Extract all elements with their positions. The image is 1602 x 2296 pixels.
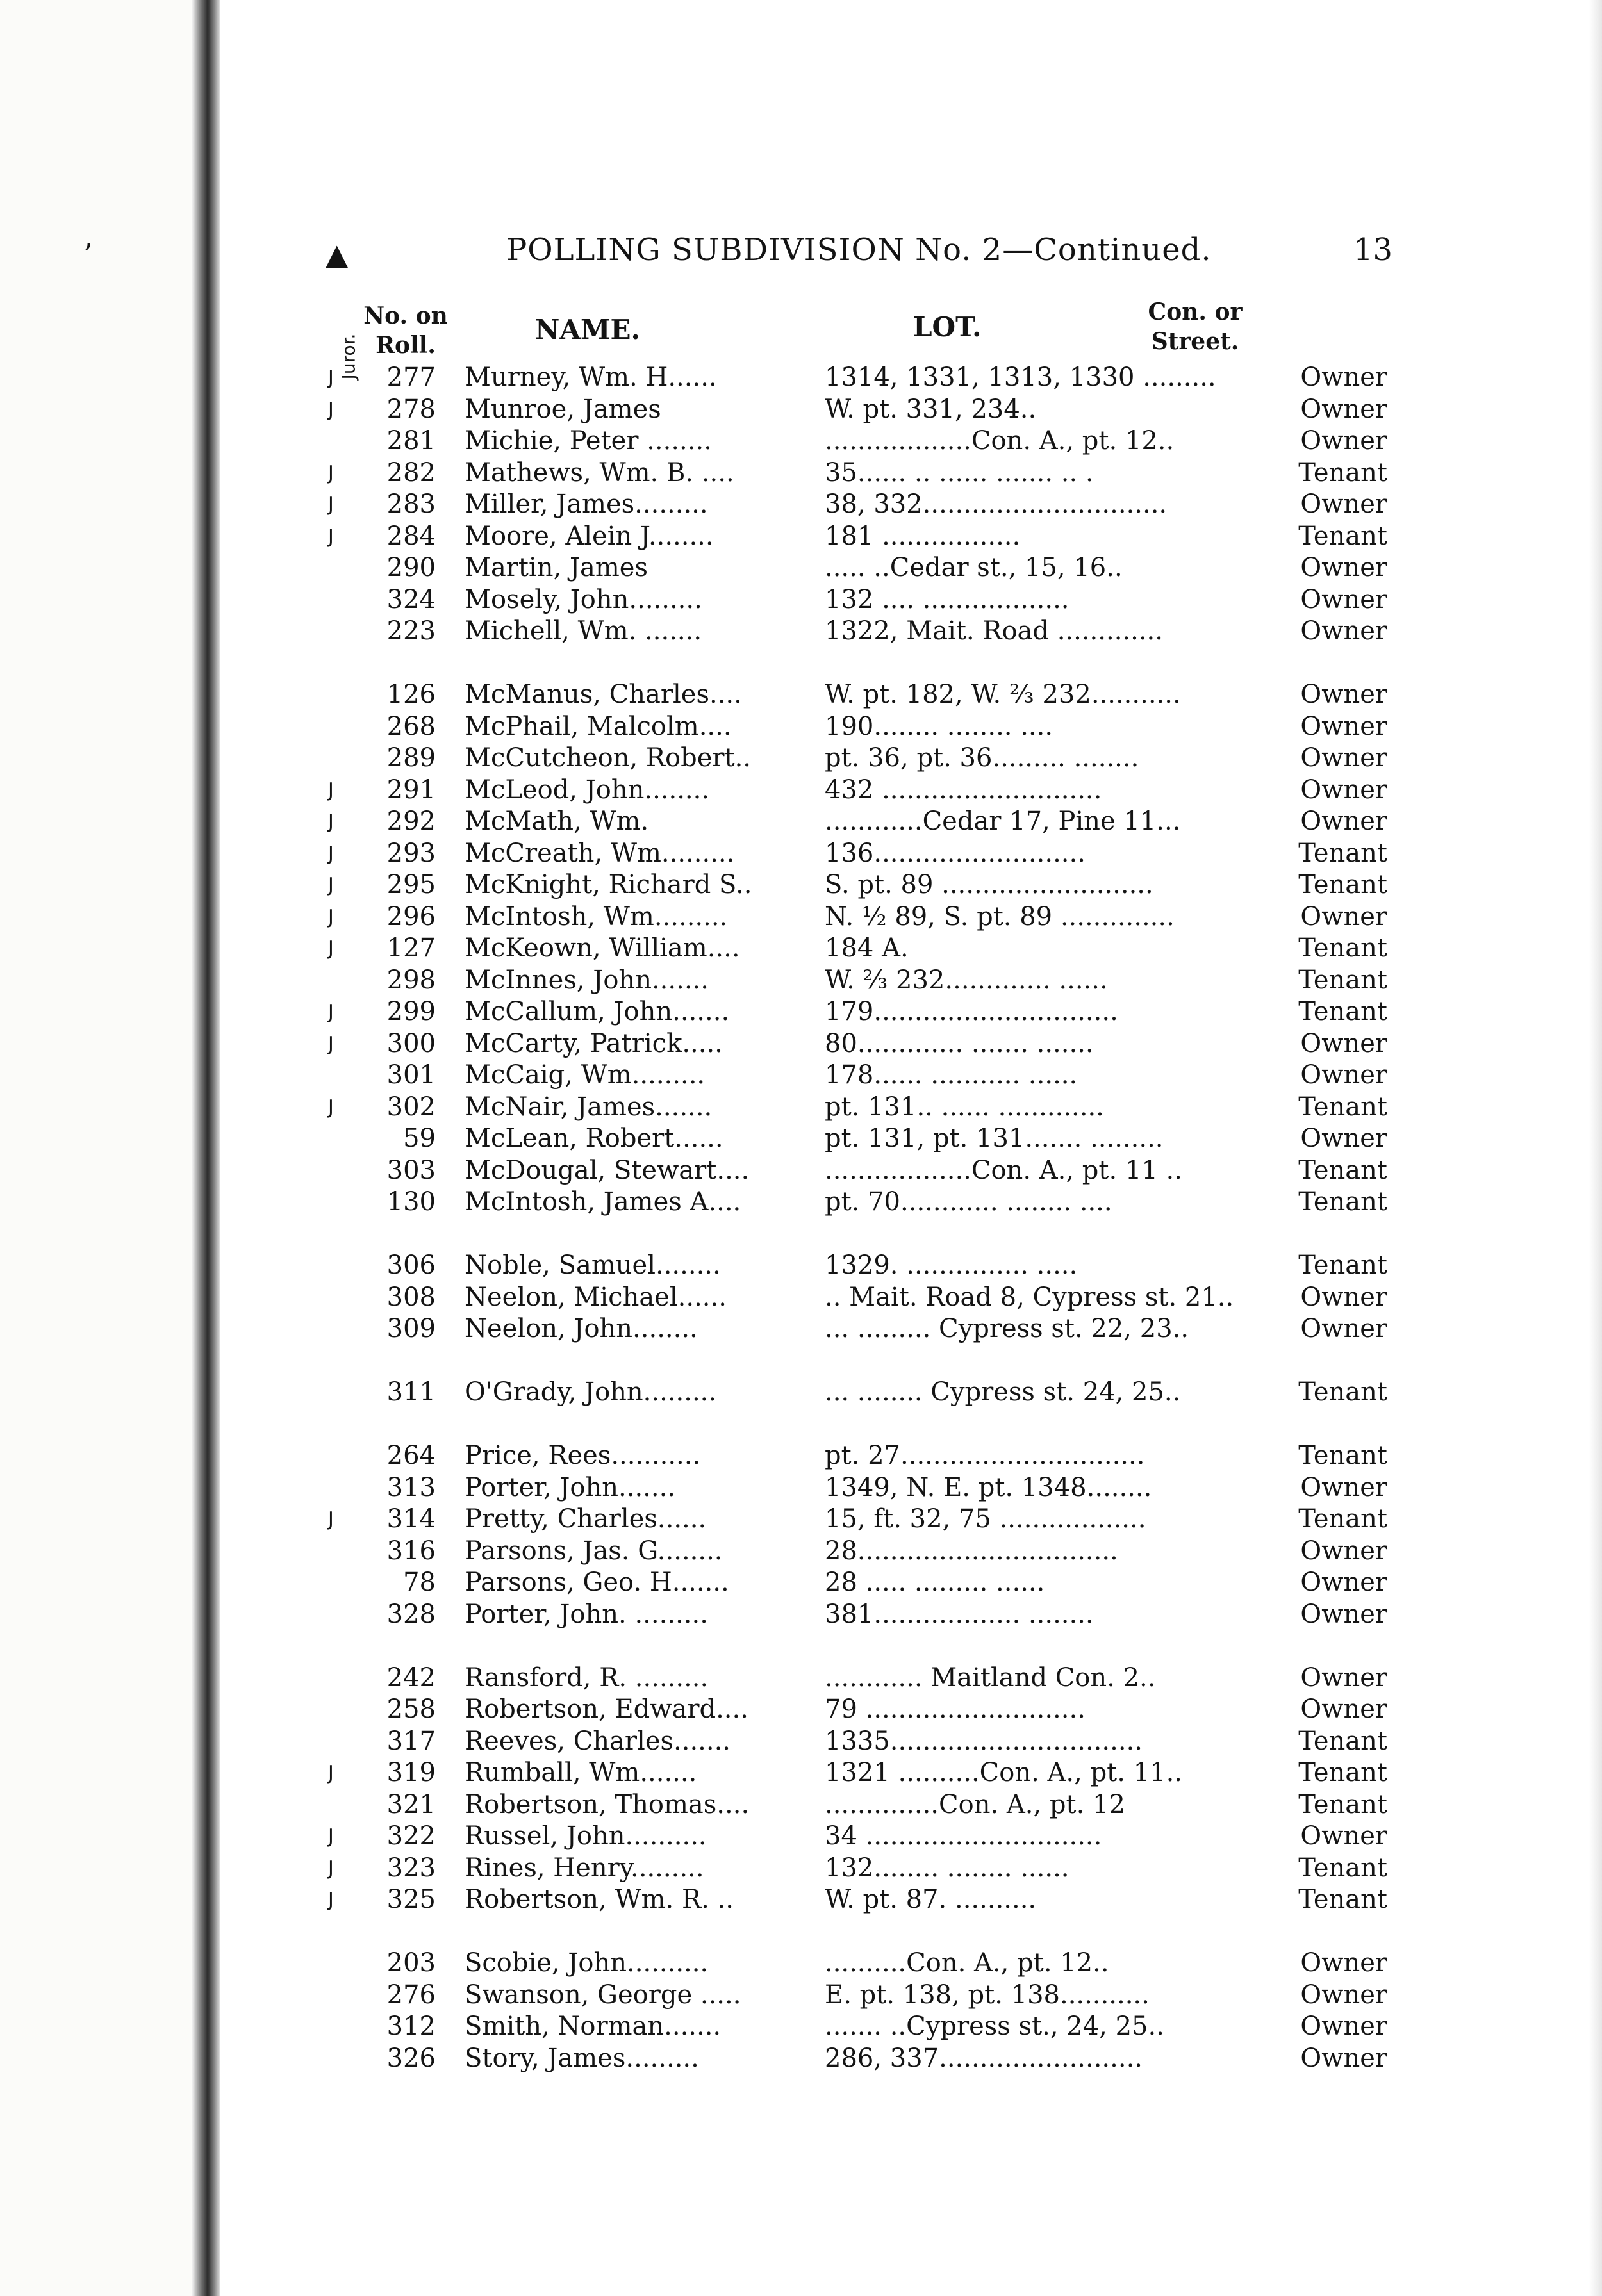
roll-entry	[0, 901, 1602, 933]
roll-entry	[0, 1504, 1602, 1536]
roll-entry	[0, 996, 1602, 1028]
juror-mark: J	[328, 1001, 334, 1023]
lot-description: N. ½ 89, S. pt. 89 ..............	[825, 901, 1175, 931]
lot-description: W. pt. 331, 234..	[825, 394, 1037, 424]
roll-number: 126	[386, 680, 436, 709]
roll-number: 127	[386, 933, 436, 963]
roll-number: 283	[386, 489, 436, 519]
header-arrow-icon: ▲	[326, 237, 349, 272]
tenure-status: Owner	[1300, 1948, 1387, 1978]
roll-entry	[0, 2011, 1602, 2043]
roll-entry	[0, 806, 1602, 838]
lot-description: 132 .... ..................	[825, 584, 1069, 614]
roll-entry	[0, 679, 1602, 711]
roll-entry	[0, 1028, 1602, 1060]
roll-entry	[0, 394, 1602, 426]
group-spacer	[0, 648, 1602, 680]
lot-description: 432 ...........................	[825, 775, 1102, 805]
juror-mark: J	[328, 493, 334, 516]
roll-entry	[0, 1662, 1602, 1694]
lot-description: 178...... ........... ......	[825, 1060, 1078, 1090]
roll-entry	[0, 1789, 1602, 1821]
voter-name: Miller, James.........	[465, 489, 708, 519]
roll-number: 299	[386, 997, 436, 1026]
roll-number: 325	[386, 1885, 436, 1914]
juror-mark: J	[328, 525, 334, 548]
tenure-status: Owner	[1300, 680, 1387, 709]
roll-number: 313	[386, 1472, 436, 1502]
roll-number: 314	[386, 1504, 436, 1534]
roll-number: 328	[386, 1599, 436, 1629]
tenure-status: Owner	[1300, 807, 1387, 836]
lot-description: 1322, Mait. Road .............	[825, 616, 1163, 646]
voter-name: McMath, Wm.	[465, 807, 649, 836]
lot-description: 179..............................	[825, 997, 1118, 1026]
lot-description: 1321 ..........Con. A., pt. 11..	[825, 1758, 1183, 1787]
roll-number: 277	[386, 363, 436, 392]
roll-entry	[0, 1377, 1602, 1409]
roll-entry	[0, 1536, 1602, 1568]
lot-description: W. pt. 182, W. ⅔ 232...........	[825, 680, 1181, 709]
roll-number: 306	[386, 1250, 436, 1280]
roll-number: 291	[386, 775, 436, 805]
voter-name: McLean, Robert......	[465, 1124, 723, 1153]
roll-entry	[0, 362, 1602, 394]
con-street-column-header	[1131, 297, 1259, 356]
roll-entry	[0, 521, 1602, 553]
voter-name: Neelon, John........	[465, 1314, 698, 1343]
roll-number: 278	[386, 394, 436, 424]
voter-name: Murney, Wm. H......	[465, 363, 717, 392]
roll-entry	[0, 742, 1602, 775]
lot-description: 132........ ........ ......	[825, 1853, 1069, 1883]
tenure-status: Tenant	[1298, 1726, 1387, 1756]
group-spacer	[0, 1916, 1602, 1948]
roll-entry	[0, 1821, 1602, 1853]
tenure-status: Tenant	[1298, 1504, 1387, 1534]
lot-description: 28 ..... ......... ......	[825, 1568, 1045, 1597]
roll-entry	[0, 711, 1602, 743]
roll-number: 293	[386, 838, 436, 868]
roll-header-line2: Roll.	[376, 332, 436, 359]
roll-number: 322	[386, 1821, 436, 1851]
tenure-status: Owner	[1300, 1662, 1387, 1693]
roll-number: 324	[386, 584, 436, 614]
roll-entry	[0, 1060, 1602, 1092]
roll-number: 242	[386, 1662, 436, 1693]
lot-description: 80............. ....... .......	[825, 1028, 1094, 1058]
lot-description: E. pt. 138, pt. 138...........	[825, 1980, 1150, 2010]
lot-description: 28................................	[825, 1536, 1118, 1566]
roll-number: 311	[386, 1377, 436, 1407]
voter-name: Smith, Norman.......	[465, 2012, 722, 2041]
roll-entry	[0, 933, 1602, 965]
juror-mark: J	[328, 778, 334, 801]
juror-mark: J	[328, 1889, 334, 1911]
voter-name: McIntosh, James A....	[465, 1187, 741, 1217]
roll-number: 264	[386, 1441, 436, 1470]
voter-name: Michell, Wm. .......	[465, 616, 702, 646]
roll-number: 321	[386, 1789, 436, 1819]
lot-description: 15, ft. 32, 75 ..................	[825, 1504, 1146, 1534]
group-spacer	[0, 1345, 1602, 1377]
roll-number: 284	[386, 521, 436, 551]
tenure-status: Tenant	[1298, 1187, 1387, 1217]
roll-number: 258	[386, 1694, 436, 1724]
lot-description: ............ Maitland Con. 2..	[825, 1662, 1156, 1693]
roll-number: 289	[386, 743, 436, 773]
juror-mark: J	[328, 937, 334, 960]
lot-description: ..................Con. A., pt. 12..	[825, 426, 1175, 455]
voter-name: Porter, John. .........	[465, 1599, 708, 1629]
tenure-status: Tenant	[1298, 1155, 1387, 1185]
voter-name: McCarty, Patrick.....	[465, 1028, 723, 1058]
lot-description: 1349, N. E. pt. 1348........	[825, 1472, 1152, 1502]
roll-number: 319	[386, 1758, 436, 1787]
voter-name: Rines, Henry.........	[465, 1853, 704, 1883]
voter-name: Neelon, Michael......	[465, 1282, 727, 1312]
page-title: POLLING SUBDIVISION No. 2—Continued.	[506, 232, 1212, 268]
tenure-status: Tenant	[1298, 1885, 1387, 1914]
voter-name: Reeves, Charles.......	[465, 1726, 731, 1756]
juror-mark: J	[328, 398, 334, 421]
roll-entry	[0, 1948, 1602, 1980]
roll-entry	[0, 1567, 1602, 1599]
roll-number: 308	[386, 1282, 436, 1312]
voter-name: Munroe, James	[465, 394, 661, 424]
tenure-status: Owner	[1300, 1821, 1387, 1851]
roll-entry	[0, 457, 1602, 489]
voter-name: McCaig, Wm.........	[465, 1060, 706, 1090]
juror-mark: J	[328, 1095, 334, 1119]
voter-name: Moore, Alein J........	[465, 521, 714, 551]
tenure-status: Owner	[1300, 775, 1387, 805]
roll-number: 78	[403, 1568, 436, 1597]
tenure-status: Owner	[1300, 743, 1387, 773]
voter-name: McDougal, Stewart....	[465, 1155, 750, 1185]
roll-number: 281	[386, 426, 436, 455]
tenure-status: Tenant	[1298, 965, 1387, 995]
roll-entry	[0, 1123, 1602, 1155]
lot-description: pt. 70............ ........ ....	[825, 1187, 1112, 1217]
tenure-status: Tenant	[1298, 1092, 1387, 1122]
juror-column-header: Juror.	[338, 333, 359, 380]
juror-mark: J	[328, 1762, 334, 1784]
lot-description: .. Mait. Road 8, Cypress st. 21..	[825, 1282, 1234, 1312]
lot-description: ..........Con. A., pt. 12..	[825, 1948, 1109, 1978]
roll-number: 295	[386, 870, 436, 899]
roll-number: 268	[386, 711, 436, 741]
roll-entry	[0, 1599, 1602, 1631]
voter-name: McKnight, Richard S..	[465, 870, 752, 899]
tenure-status: Owner	[1300, 1124, 1387, 1153]
roll-number: 301	[386, 1060, 436, 1090]
voter-name: Rumball, Wm.......	[465, 1758, 697, 1787]
tenure-status: Owner	[1300, 2012, 1387, 2041]
lot-column-header: LOT.	[913, 311, 982, 343]
left-page-mark: ’	[83, 237, 93, 272]
roll-number: 323	[386, 1853, 436, 1883]
voter-name: McLeod, John........	[465, 775, 710, 805]
lot-description: ..................Con. A., pt. 11 ..	[825, 1155, 1182, 1185]
voter-name: O'Grady, John.........	[465, 1377, 717, 1407]
voter-name: Parsons, Jas. G........	[465, 1536, 723, 1566]
voter-name: Porter, John.......	[465, 1472, 676, 1502]
voter-name: Robertson, Thomas....	[465, 1789, 750, 1819]
roll-entry	[0, 616, 1602, 648]
voters-roll-list	[0, 362, 1602, 2074]
tenure-status: Tenant	[1298, 1441, 1387, 1470]
tenure-status: Owner	[1300, 1536, 1387, 1566]
roll-number: 326	[386, 2043, 436, 2073]
roll-number: 317	[386, 1726, 436, 1756]
lot-description: 35...... .. ...... ....... .. .	[825, 457, 1094, 488]
group-spacer	[0, 1630, 1602, 1662]
voter-name: Ransford, R. .........	[465, 1662, 709, 1693]
tenure-status: Owner	[1300, 1282, 1387, 1312]
roll-number: 292	[386, 807, 436, 836]
roll-column-header	[358, 301, 454, 360]
voter-name: McInnes, John.......	[465, 965, 709, 995]
voter-name: McCreath, Wm.........	[465, 838, 735, 868]
roll-entry	[0, 1757, 1602, 1789]
lot-description: ... ........ Cypress st. 24, 25..	[825, 1377, 1181, 1407]
roll-entry	[0, 1980, 1602, 2012]
con-header-line2: Street.	[1151, 328, 1239, 355]
roll-entry	[0, 552, 1602, 584]
lot-description: ....... ..Cypress st., 24, 25..	[825, 2012, 1164, 2041]
tenure-status: Tenant	[1298, 933, 1387, 963]
juror-mark: J	[328, 461, 334, 484]
roll-entry	[0, 2043, 1602, 2075]
lot-description: 136..........................	[825, 838, 1086, 868]
lot-description: W. pt. 87. ..........	[825, 1885, 1037, 1914]
roll-entry	[0, 869, 1602, 901]
tenure-status: Tenant	[1298, 1250, 1387, 1280]
voter-name: McNair, James.......	[465, 1092, 713, 1122]
roll-entry	[0, 1440, 1602, 1472]
voter-name: McPhail, Malcolm....	[465, 711, 732, 741]
juror-mark: J	[328, 1857, 334, 1880]
lot-description: 286, 337.........................	[825, 2043, 1143, 2073]
tenure-status: Owner	[1300, 553, 1387, 582]
group-spacer	[0, 1218, 1602, 1250]
page-number: 13	[1353, 232, 1393, 268]
voter-name: Story, James.........	[465, 2043, 699, 2073]
roll-number: 290	[386, 553, 436, 582]
lot-description: pt. 131.. ...... .............	[825, 1092, 1104, 1122]
voter-name: McCallum, John.......	[465, 997, 730, 1026]
roll-entry	[0, 489, 1602, 521]
lot-description: S. pt. 89 ..........................	[825, 870, 1153, 899]
tenure-status: Owner	[1300, 363, 1387, 392]
voter-name: McIntosh, Wm.........	[465, 901, 728, 931]
roll-entry	[0, 1884, 1602, 1916]
roll-entry	[0, 584, 1602, 616]
lot-description: pt. 27..............................	[825, 1441, 1145, 1470]
roll-number: 303	[386, 1155, 436, 1185]
lot-description: W. ⅔ 232............. ......	[825, 965, 1108, 995]
tenure-status: Tenant	[1298, 1789, 1387, 1819]
roll-number: 223	[386, 616, 436, 646]
juror-mark: J	[328, 874, 334, 896]
lot-description: 38, 332..............................	[825, 489, 1168, 519]
roll-header-line1: No. on	[363, 302, 448, 329]
tenure-status: Owner	[1300, 616, 1387, 646]
voter-name: Mathews, Wm. B. ....	[465, 457, 734, 488]
roll-entry	[0, 1694, 1602, 1726]
tenure-status: Owner	[1300, 1060, 1387, 1090]
tenure-status: Owner	[1300, 2043, 1387, 2073]
roll-number: 316	[386, 1536, 436, 1566]
roll-entry	[0, 425, 1602, 457]
lot-description: 34 .............................	[825, 1821, 1102, 1851]
roll-number: 59	[403, 1124, 436, 1153]
tenure-status: Owner	[1300, 394, 1387, 424]
tenure-status: Owner	[1300, 1028, 1387, 1058]
tenure-status: Owner	[1300, 901, 1387, 931]
lot-description: ..... ..Cedar st., 15, 16..	[825, 553, 1123, 582]
lot-description: pt. 131, pt. 131....... .........	[825, 1124, 1164, 1153]
voter-name: Russel, John..........	[465, 1821, 707, 1851]
lot-description: 181 .................	[825, 521, 1021, 551]
tenure-status: Tenant	[1298, 870, 1387, 899]
lot-description: 190........ ........ ....	[825, 711, 1053, 741]
roll-entry	[0, 1726, 1602, 1758]
tenure-status: Owner	[1300, 1472, 1387, 1502]
voter-name: McKeown, William....	[465, 933, 740, 963]
juror-mark: J	[328, 1508, 334, 1530]
juror-mark: J	[328, 366, 334, 389]
name-column-header: NAME.	[535, 314, 641, 345]
tenure-status: Owner	[1300, 1694, 1387, 1724]
lot-description: 1314, 1331, 1313, 1330 .........	[825, 363, 1216, 392]
tenure-status: Owner	[1300, 1568, 1387, 1597]
lot-description: 1335...............................	[825, 1726, 1143, 1756]
tenure-status: Tenant	[1298, 1853, 1387, 1883]
roll-number: 300	[386, 1028, 436, 1058]
roll-number: 302	[386, 1092, 436, 1122]
voter-name: McManus, Charles....	[465, 680, 742, 709]
roll-entry	[0, 1313, 1602, 1345]
voter-name: Michie, Peter ........	[465, 426, 712, 455]
voter-name: Martin, James	[465, 553, 648, 582]
lot-description: ..............Con. A., pt. 12	[825, 1789, 1125, 1819]
roll-entry	[0, 775, 1602, 807]
voter-name: Price, Rees...........	[465, 1441, 701, 1470]
juror-mark: J	[328, 1825, 334, 1848]
juror-mark: J	[328, 905, 334, 928]
lot-description: pt. 36, pt. 36......... ........	[825, 743, 1139, 773]
tenure-status: Owner	[1300, 426, 1387, 455]
roll-entry	[0, 1472, 1602, 1504]
roll-number: 203	[386, 1948, 436, 1978]
roll-entry	[0, 1155, 1602, 1187]
roll-number: 276	[386, 1980, 436, 2010]
group-spacer	[0, 1409, 1602, 1441]
voter-name: Pretty, Charles......	[465, 1504, 707, 1534]
roll-entry	[0, 1853, 1602, 1885]
lot-description: ... ......... Cypress st. 22, 23..	[825, 1314, 1189, 1343]
tenure-status: Tenant	[1298, 997, 1387, 1026]
tenure-status: Owner	[1300, 489, 1387, 519]
voter-name: Parsons, Geo. H.......	[465, 1568, 729, 1597]
voter-name: McCutcheon, Robert..	[465, 743, 752, 773]
roll-number: 296	[386, 901, 436, 931]
voter-name: Robertson, Edward....	[465, 1694, 748, 1724]
voter-name: Swanson, George .....	[465, 1980, 741, 2010]
tenure-status: Tenant	[1298, 457, 1387, 488]
tenure-status: Tenant	[1298, 1758, 1387, 1787]
roll-entry	[0, 965, 1602, 997]
tenure-status: Owner	[1300, 711, 1387, 741]
juror-mark: J	[328, 842, 334, 865]
tenure-status: Owner	[1300, 1599, 1387, 1629]
juror-mark: J	[328, 810, 334, 833]
lot-description: 79 ...........................	[825, 1694, 1086, 1724]
roll-number: 298	[386, 965, 436, 995]
voter-name: Mosely, John.........	[465, 584, 702, 614]
roll-entry	[0, 1282, 1602, 1314]
roll-number: 282	[386, 457, 436, 488]
tenure-status: Tenant	[1298, 1377, 1387, 1407]
tenure-status: Owner	[1300, 1980, 1387, 2010]
juror-mark: J	[328, 1032, 334, 1055]
lot-description: 381.................. ........	[825, 1599, 1094, 1629]
roll-number: 130	[386, 1187, 436, 1217]
roll-entry	[0, 1092, 1602, 1124]
tenure-status: Owner	[1300, 584, 1387, 614]
roll-entry	[0, 1250, 1602, 1282]
lot-description: 184 A.	[825, 933, 909, 963]
roll-number: 309	[386, 1314, 436, 1343]
roll-number: 312	[386, 2012, 436, 2041]
lot-description: ............Cedar 17, Pine 11...	[825, 807, 1181, 836]
roll-entry	[0, 1186, 1602, 1218]
tenure-status: Owner	[1300, 1314, 1387, 1343]
con-header-line1: Con. or	[1148, 299, 1243, 325]
tenure-status: Tenant	[1298, 521, 1387, 551]
voter-name: Scobie, John..........	[465, 1948, 709, 1978]
voter-name: Noble, Samuel........	[465, 1250, 721, 1280]
roll-entry	[0, 838, 1602, 870]
lot-description: 1329. ............... .....	[825, 1250, 1078, 1280]
voter-name: Robertson, Wm. R. ..	[465, 1885, 734, 1914]
tenure-status: Tenant	[1298, 838, 1387, 868]
